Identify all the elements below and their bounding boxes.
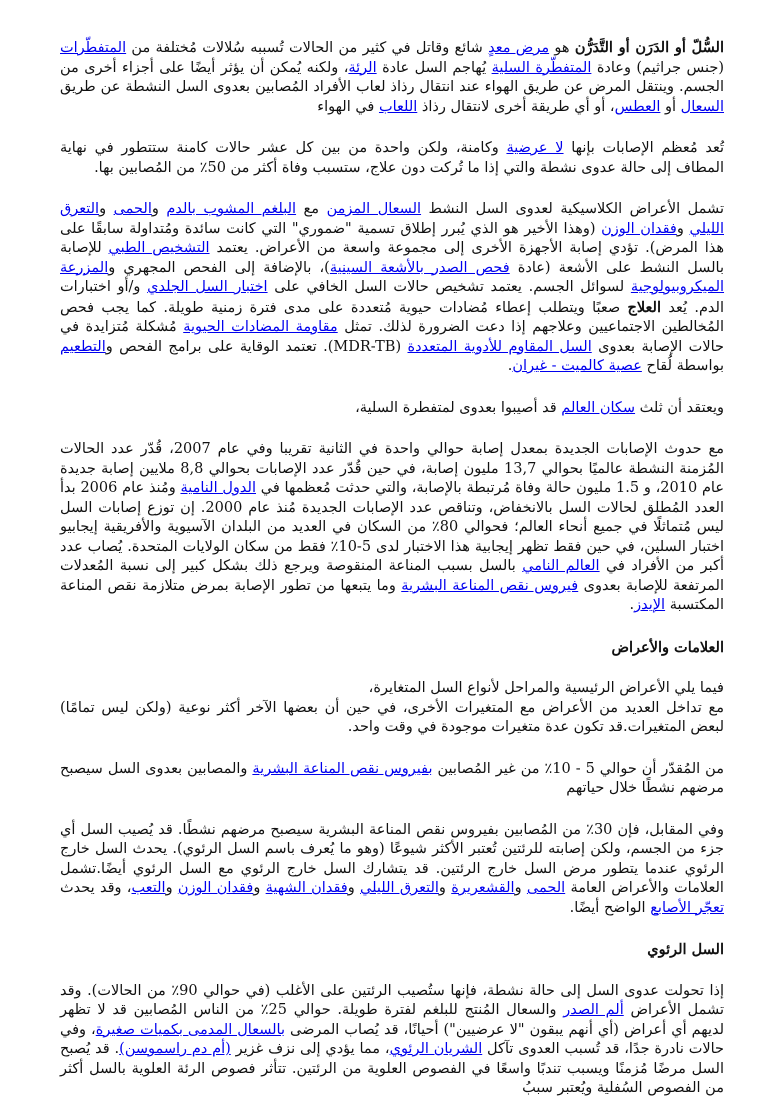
link-tuberculin-skin-test[interactable]: اختبار السل الجلدي (147, 279, 268, 295)
text: مع حدوث الإصابات الجديدة بمعدل إصابة حوالي واحدة في الثانية تقريبا وفي عام 2007، قُدّر عدد الحالات المُزمنة النشطة عالميًا بحوالي 13,7 مليون إصابة، في حين قُدّر عدد الإصابات بحوالي 8,8 ملايين إصابة جديدة عام 2010، و 1.5 مليون حالة وفاة مُرتبطة بالإصابة، والتي حدثت مُعظمها في (60, 441, 725, 496)
text: و (151, 201, 167, 217)
text: وكامنة، ولكن واحدة من بين كل عشر حالات كامنة ستتطور في نهاية المطاف إلى حالة عدوى نشطة والتي إذا ما تُركت دون علاج، ستسبب وفاة أكثر من 50٪ من المُصابين بها. (60, 140, 724, 176)
link-saliva[interactable]: اللعاب (378, 98, 418, 115)
text: ، وقد يحدث (60, 880, 132, 896)
link-chronic-cough[interactable]: السعال المزمن (326, 201, 422, 217)
paragraph-pulmonary (60, 982, 724, 1099)
text: للإصابة بالسل النشط على الأشعة (عادة (60, 240, 724, 276)
text: شائع وقاتل في كثير من الحالات تُسببه سُلالات مُختلفة من (126, 40, 489, 56)
text: فيما يلي الأعراض الرئيسية والمراحل لأنواع السل المتغايرة، (368, 680, 724, 696)
link-vaccination[interactable]: التطعيم (60, 338, 106, 355)
text: و/أو اختبارات الدم. يُعد (60, 279, 724, 316)
link-fatigue[interactable]: التعب (131, 880, 166, 896)
text: (جنس جراثيم) وعادة (591, 59, 724, 76)
link-sneeze[interactable]: العطس (614, 98, 661, 115)
term-title: السُّلّ أو الدَرَن أو التَّدَرُّن (574, 39, 724, 56)
text: . (507, 358, 513, 374)
link-rasmussen-aneurysm[interactable]: (أم دم راسموسن) (119, 1041, 231, 1057)
link-weight-loss-2[interactable]: فقدان الوزن (177, 880, 254, 896)
link-bloody-sputum[interactable]: البلغم المشوب بالدم (166, 201, 297, 217)
term-treatment: العلاج (627, 298, 662, 316)
text: من المُقدّر أن حوالي 5 - 10٪ من غير المُصابين (432, 760, 724, 777)
link-clubbing[interactable]: تعجّر الأصابع (650, 899, 724, 916)
link-asymptomatic[interactable]: لا عرضية (506, 140, 564, 156)
text: وفي المقابل، فإن 30٪ من المُصابين بفيروس نقص المناعة البشرية سيصبح مرضهم نشطًا. قد يُصيب السل أي جزء من الجسم، ولكن إصابته للرئتين تُعتبر الأكثر شيوعًا (وهو ما يُعرف باسم السل الرئوي). يحدث السل خارج الرئوي عندما يتطور مرض السل خارج الرئتين. قد يتشارك السل خارج الرئوي مع السل الرئوي أيضًا.تشمل العلامات والأعراض العامة (60, 821, 724, 896)
text: ، أو أي طريقة أخرى لانتقال رذاذ (417, 98, 615, 115)
text: ، وفي حالات نادرة جدًا، قد تُسبب العدوى تآكل (60, 1021, 724, 1057)
link-mycobacterium-tuberculosis[interactable]: المتفطّرة السلية (491, 59, 592, 76)
text: والمصابين بعدوى السل سيصبح مرضهم نشطًا خلال حياتهم (60, 760, 724, 796)
link-hiv-virus[interactable]: بفيروس نقص المناعة البشرية (252, 760, 433, 777)
text: ومُنذ عام 2006 بدأ العدد المُطلق لحالات السل بالانخفاض، وتناقص عدد الإصابات الجديدة مُنذ عام 2000. إن توزع إصابات السل ليس مُتماثلًا في جميع أنحاء العالم؛ فحوالي 80٪ من السكان في العديد من البلدان الآسيوية والأفريقية إيجابيو اختبار السلين، في حين فقط تظهر إيجابية هذا الاختبار لدى 5-10٪ فقط من سكان الولايات المتحدة. يُصاب عدد أكبر من الأفراد في (60, 480, 724, 574)
text: و (165, 880, 178, 896)
text: مع تداخل العديد من الأعراض مع المتغيرات الأخرى، في حين أن بعضها الآخر أكثر نوعية (ولكن ليس تمامًا) لبعض المتغيرات.قد تكون عدة متغيرات موجودة في وقت واحد. (60, 699, 724, 735)
link-antibiotic-resistance[interactable]: مقاومة المضادات الحيوية (183, 319, 338, 335)
paragraph-symptoms-diagnosis (60, 200, 724, 377)
section-heading-signs-symptoms: العلامات والأعراض (611, 638, 724, 656)
text: أو (660, 98, 681, 115)
paragraph-epidemiology (60, 440, 724, 616)
text: و (99, 201, 114, 217)
link-hemoptysis[interactable]: بالسعال المدمى بكميات صغيرة (95, 1021, 286, 1038)
text: هو (549, 40, 575, 56)
paragraph-world-population (60, 399, 724, 419)
text: و (438, 880, 452, 896)
text: إذا تحولت عدوى السل إلى حالة نشطة، فإنها ستُصيب الرئتين على الأغلب (في حوالي 90٪ من الحالات). وقد تشمل الأعراض (60, 982, 725, 1018)
link-developing-world[interactable]: العالم النامي (522, 558, 600, 574)
link-medical-diagnosis[interactable]: التشخيص الطبي (108, 240, 210, 256)
text: . قد يُصبح السل مرضًا مُزمنًا ويسبب تندبًا واسعًا في الفصوص العلوية من الرئتين. تتأثر فصوص الرئة العلوية بالسل أكثر من الفصوص السُفلية ويُعتبر سببُ (60, 1041, 724, 1096)
link-chest-pain[interactable]: ألم الصدر (563, 1002, 624, 1018)
text: ، ولكنه يُمكن أن يؤثر أيضًا على أجزاء أخرى من الجسم. وينتقل المرض عن طريق الهواء عند انتقال رذاذ لعاب الأفراد المُصابين بعدوى السل النشطة عن طريق (60, 59, 724, 95)
paragraph-intro (60, 38, 724, 117)
link-lung[interactable]: الرئة (348, 59, 377, 76)
text: )، بالإضافة إلى الفحص المجهري و (108, 259, 330, 276)
text: و (347, 880, 361, 896)
text: مُشكلة مُتزايدة في حالات الإصابة بعدوى (60, 319, 724, 355)
text: الواضح أيضًا. (569, 899, 651, 916)
link-chills[interactable]: القشعريرة (451, 880, 515, 896)
text: تشمل الأعراض الكلاسيكية لعدوى السل النشط (421, 201, 724, 217)
text: ويعتقد أن ثلث (635, 399, 724, 416)
link-mycobacteria[interactable]: المتفطّرات (60, 40, 127, 56)
link-night-sweats-2[interactable]: التعرق الليلي (360, 880, 439, 896)
text: في الهواء (317, 98, 379, 115)
text: و (514, 880, 527, 896)
link-world-population[interactable]: سكان العالم (561, 399, 636, 416)
paragraph-general-symptoms (60, 821, 724, 919)
link-mdr-tb[interactable]: السل المقاوم للأدوية المتعددة (407, 338, 592, 355)
text: بواسطة لُقاح (641, 358, 724, 374)
text: صعبًا ويتطلب إعطاء مُضادات حيوية مُتعددة على مدى فترة زمنية طويلة. كما يجب فحص المُخالطين الاجتماعيين وعلاجهم إذا دعت الضرورة لذلك. تمثل (60, 299, 724, 335)
text: يُهاجم السل عادة (376, 59, 492, 76)
text: والسعال المُنتج للبلغم لفترة طويلة. حوالي 25٪ من الناس المُصابين قد لا تظهر لديهم أي أعراض (أي أنهم يبقون "لا عرضيين") أحيانًا، قد يُصاب المرضى (60, 1002, 725, 1038)
text: وما يتبعها من تطور الإصابة بمرض متلازمة نقص المناعة المكتسبة (60, 577, 724, 613)
text: تُعد مُعظم الإصابات بإنها (563, 140, 725, 156)
text: قد أصيبوا بعدوى لمتفطرة السلية، (355, 399, 562, 416)
link-fever[interactable]: الحمى (113, 201, 152, 217)
text: (وهذا الأخير هو الذي يُبرر إطلاق تسمية "ضموري" التي كانت سائدة ومُتداولة سابقًا على هذا المرض). تؤدي إصابة الأجهزة الأخرى إلى مجموعة واسعة من الأعراض. يعتمد (60, 220, 724, 256)
link-aids[interactable]: الإيدز (634, 597, 666, 613)
link-developing-countries[interactable]: الدول النامية (180, 480, 256, 496)
paragraph-variants (60, 679, 724, 738)
paragraph-latent (60, 139, 724, 178)
link-microbiological-culture[interactable]: المزرعة الميكروبيولوجية (60, 259, 725, 295)
link-cough[interactable]: السعال (680, 98, 724, 115)
text: لسوائل الجسم. يعتمد تشخيص حالات السل الخافي على (267, 279, 631, 295)
link-infectious-disease[interactable]: مرض معدٍ (488, 40, 550, 56)
link-fever-2[interactable]: الحمى (526, 880, 566, 896)
text: و (676, 220, 690, 237)
link-pulmonary-artery[interactable]: الشريان الرئوي (389, 1041, 483, 1057)
link-bcg[interactable]: عصية كالميت - غيران (512, 358, 642, 374)
text: بالسل بسبب المناعة المنقوصة ويرجع ذلك بشكل كبير إلى نسبة المُعدلات المرتفعة للإصابة بعدوى (60, 558, 724, 594)
link-anorexia[interactable]: فقدان الشهية (265, 880, 348, 896)
text: و (253, 880, 266, 896)
section-heading-pulmonary: السل الرئوي (647, 941, 724, 958)
text: (MDR-TB). تعتمد الوقاية على برامج الفحص و (105, 338, 408, 355)
link-night-sweats[interactable]: التعرق الليلي (60, 201, 724, 237)
link-weight-loss[interactable]: فقدان الوزن (601, 220, 677, 237)
paragraph-hiv-negative (60, 760, 724, 799)
text: مع (296, 201, 327, 217)
text: ، مما يؤدي إلى نزف غزير (230, 1041, 390, 1057)
text: . (629, 597, 635, 613)
link-hiv[interactable]: فيروس نقص المناعة البشرية (401, 577, 579, 594)
link-chest-xray[interactable]: فحص الصدر بالأشعة السينية (329, 259, 510, 276)
